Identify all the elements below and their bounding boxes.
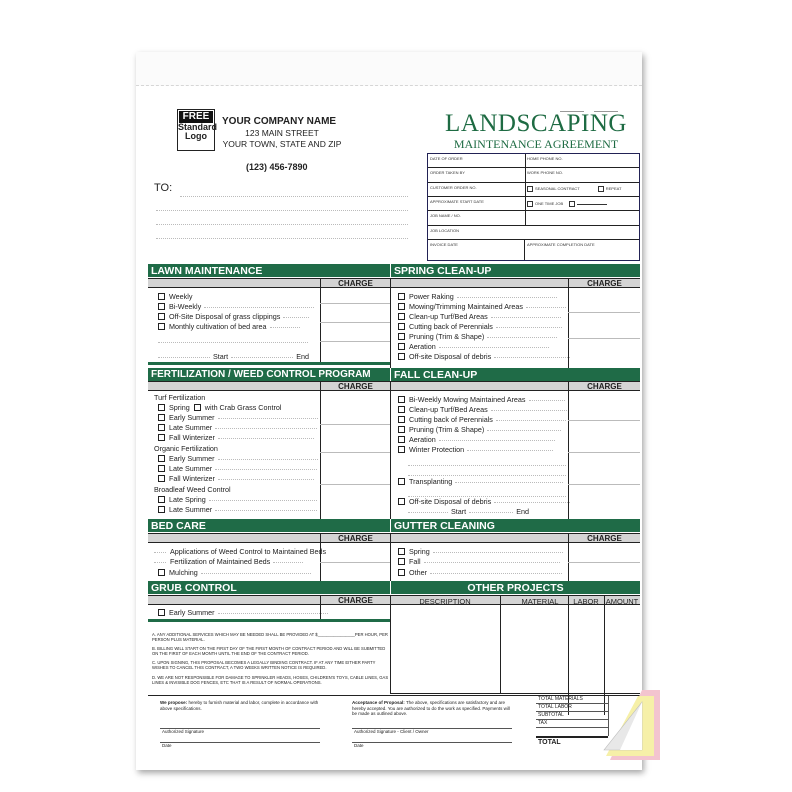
bed-care-header: BED CARE [148, 519, 390, 532]
invoice-date-field[interactable]: INVOICE DATE [428, 240, 525, 260]
grub-control-header: GRUB CONTROL [148, 581, 390, 594]
lawn-item[interactable]: Weekly [158, 292, 192, 302]
other-checkbox[interactable] [569, 201, 575, 207]
terms-c: C. UPON SIGNING, THIS PROPOSAL BECOMES A LEGALLY BINDING CONTRACT. IF AT ANY TIME EITHER PARTY WISHES TO CANCEL THIS CONTRACT, A TWO WEEKS WRITTEN NOTICE IS REQUIRED. [152, 660, 376, 670]
fall-winter-protection-checkbox[interactable] [398, 446, 405, 453]
lawn-cultivation-checkbox[interactable] [158, 323, 165, 330]
to-line-1[interactable] [180, 196, 408, 197]
company-name: YOUR COMPANY NAME [222, 116, 337, 127]
terms-b: B. BILLING WILL START ON THE FIRST DAY OF THE FIRST MONTH OF CONTRACT PERIOD AND WILL BE SUBMITTED ON THE FIRST OF EACH MONTH UNTIL THE END OF THE CONTRACT PERIOD. [152, 646, 386, 656]
gutter-other-checkbox[interactable] [398, 569, 405, 576]
gutter-charge-label: CHARGE [568, 534, 640, 543]
lawn-disposal-checkbox[interactable] [158, 313, 165, 320]
propose-date-label: Date [162, 743, 172, 748]
to-line-3[interactable] [156, 224, 408, 225]
spring-power-raking-checkbox[interactable] [398, 293, 405, 300]
fert-crab-checkbox[interactable] [194, 404, 201, 411]
company-address [222, 128, 342, 150]
fert-broadleaf-label: Broadleaf Weed Control [154, 485, 231, 494]
fert-late-spring-checkbox[interactable] [158, 496, 165, 503]
fall-disposal-checkbox[interactable] [398, 498, 405, 505]
spring-disposal-checkbox[interactable] [398, 353, 405, 360]
seasonal-contract-checkbox[interactable] [527, 186, 533, 192]
logo-free: FREE [179, 111, 213, 123]
bed-mulching-checkbox[interactable] [158, 569, 165, 576]
fall-biweekly-checkbox[interactable] [398, 396, 405, 403]
fert-turf-fall-checkbox[interactable] [158, 434, 165, 441]
charge-header-row [148, 533, 640, 543]
charge-header-row [148, 381, 640, 391]
bed-charge-label: CHARGE [320, 534, 390, 543]
spring-cutting-checkbox[interactable] [398, 323, 405, 330]
lawn-biweekly-checkbox[interactable] [158, 303, 165, 310]
repeat-checkbox[interactable] [598, 186, 604, 192]
grub-charge-label: CHARGE [320, 596, 390, 605]
total-materials-label: TOTAL MATERIALS [536, 696, 608, 704]
lawn-item[interactable]: Off-Site Disposal of grass clippings [158, 312, 309, 322]
one-time-job-field: ONE TIME JOB [525, 197, 639, 211]
fert-broadleaf-late-summer-checkbox[interactable] [158, 506, 165, 513]
company-phone: (123) 456-7890 [246, 162, 308, 172]
spring-aeration-checkbox[interactable] [398, 343, 405, 350]
fert-organic-early-summer-checkbox[interactable] [158, 455, 165, 462]
fert-charge-label: CHARGE [320, 382, 390, 391]
fert-turf-early-summer-checkbox[interactable] [158, 414, 165, 421]
lawn-item[interactable]: Bi-Weekly [158, 302, 314, 312]
approx-start-date-field[interactable]: APPROXIMATE START DATE [428, 197, 525, 211]
fall-cutting-checkbox[interactable] [398, 416, 405, 423]
fall-pruning-checkbox[interactable] [398, 426, 405, 433]
spring-cleanup-checkbox[interactable] [398, 313, 405, 320]
company-city: YOUR TOWN, STATE AND ZIP [222, 139, 342, 149]
tax-label: TAX [536, 720, 608, 728]
lawn-charge-label: CHARGE [320, 279, 390, 288]
lawn-maintenance-header: LAWN MAINTENANCE [148, 264, 390, 277]
subtotal-label: SUBTOTAL [536, 712, 608, 720]
fall-aeration-checkbox[interactable] [398, 436, 405, 443]
fall-cleanup-header: FALL CLEAN-UP [390, 368, 640, 381]
spring-charge-label: CHARGE [568, 279, 640, 288]
total-labor-label: TOTAL LABOR [536, 704, 608, 712]
accept-date-label: Date [354, 743, 364, 748]
gutter-spring-checkbox[interactable] [398, 548, 405, 555]
form-title: LANDSCAPING [445, 110, 627, 137]
we-propose-text: We propose: hereby to furnish material and labor, complete in accordance with above specifications. [160, 700, 319, 711]
perforated-stub [136, 52, 642, 86]
amount-column-header: AMOUNT [605, 597, 639, 606]
other-projects-header: OTHER PROJECTS [390, 581, 640, 594]
lawn-start-end: Start End [158, 352, 309, 362]
home-phone-field[interactable]: HOME PHONE NO. [525, 154, 639, 168]
company-logo [177, 109, 218, 151]
lawn-weekly-checkbox[interactable] [158, 293, 165, 300]
spring-cleanup-header: SPRING CLEAN-UP [390, 264, 640, 277]
fert-organic-label: Organic Fertilization [154, 444, 218, 453]
labor-column-header: LABOR [573, 597, 599, 606]
accept-signature-label: Authorized Signature - Client / Owner [354, 729, 429, 734]
form-sheet: FREE Standard Logo YOUR COMPANY NAME 123 MAIN STREET YOUR TOWN, STATE AND ZIP (123) 456-7890 TO: LANDSCAPING MAINTENANCE AGREEMENT DATE OF ORDER HOME PHONE NO. ORDER TAKEN BY WORK PHONE NO. CUSTOMER ORDER NO. SEASONAL CONTRACT REPEAT APPROXIMATE START DATE ONE TIME JOB JOB NAME / NO. JOB LOCATION INVOICE DATE APPROXIMATE COMPLETION DATE LAWN MAINTENANCE SPRING CLEAN-UP CHARGE CHARGE Weekly Bi-Weekly Off-Site Disposal of grass clippings Monthly cultivation of bed area Start End Power Raking Mowing/Trimming Maintained Areas Clean-up Turf/Bed Areas Cutting back of Perennials Pruning (Trim & Shape) Aeration Off-site Disposal of debris FERTILIZATION / WEED CONTROL PROGRAM FALL CLEAN-UP CHARGE CHARGE Turf Fertilization Spring with Crab Grass Control Early Summer Late Summer Fall Winterizer Organic Fertilization Early Summer Late Summer Fall Winterizer Broadleaf Weed Control Late Spring Late Summer Bi-Weekly Mowing Maintained Areas Clean-up Turf/Bed Areas Cutting back of Perennials Pruning (Trim & Shape) Aeration Winter Protection Transplanting Off-site Disposal of debris Start End BED CARE GUTTER CLEANING CHARGE CHARGE Applications of Weed Control to Maintained Beds Fertilization of Maintained Beds Mulching Spring Fall Other GRUB CONTROL OTHER PROJECTS CHARGE DESCRIPTION MATERIAL LABOR AMOUNT Early Summer A. ANY ADDITIONAL SERVICES WHICH MAY BE NEEDED SHALL BE PROVIDED AT $________________PER HOUR, PER PERSON PLUS MATERIAL. B. BILLING WILL START ON THE FIRST DAY OF THE FIRST MONTH OF CONTRACT PERIOD AND WILL BE SUBMITTED ON THE FIRST OF EACH MONTH UNTIL THE END OF THE CONTRACT PERIOD. C. UPON SIGNING, THIS PROPOSAL BECOMES A LEGALLY BINDING CONTRACT. IF AT ANY TIME EITHER PARTY WISHES TO CANCEL THIS CONTRACT, A TWO WEEKS WRITTEN NOTICE IS REQUIRED. D. WE ARE NOT RESPONSIBLE FOR DAMAGE TO SPRINKLER HEADS, HOSES, CHILDREN'S TOYS, CABLE LINES, GAS LINES & INVISIBLE DOG FENCES, ETC THAT IS A RESULT OF NORMAL OPERATIONS. We propose: hereby to furnish material and labor, complete in accordance with above specifications. Authorized Signature Date Acceptance of Proposal: The above, specifications are satisfactory and are hereby accepted. You are authorized to do the work as specified. Payments will be made as outlined above. Authorized Signature - Client / Owner Date TOTAL MATERIALS TOTAL LABOR SUBTOTAL TAX TOTAL [136, 52, 642, 770]
fall-transplanting-checkbox[interactable] [398, 478, 405, 485]
fert-turf-late-summer-checkbox[interactable] [158, 424, 165, 431]
form-subtitle: MAINTENANCE AGREEMENT [453, 137, 619, 151]
job-location-field[interactable]: JOB LOCATION [428, 226, 639, 240]
spring-mowing-checkbox[interactable] [398, 303, 405, 310]
job-name-field[interactable]: JOB NAME / NO. [428, 211, 639, 226]
description-column-header: DESCRIPTION [419, 597, 471, 606]
order-taken-by-field[interactable]: ORDER TAKEN BY [428, 168, 525, 183]
fall-cleanup-checkbox[interactable] [398, 406, 405, 413]
to-line-4[interactable] [156, 238, 408, 239]
lawn-item[interactable]: Monthly cultivation of bed area [158, 322, 300, 332]
one-time-job-checkbox[interactable] [527, 201, 533, 207]
fertilization-header: FERTILIZATION / WEED CONTROL PROGRAM [148, 368, 390, 381]
terms-a: A. ANY ADDITIONAL SERVICES WHICH MAY BE NEEDED SHALL BE PROVIDED AT $________________PER HOUR, PER PERSON PLUS MATERIAL. [152, 632, 388, 642]
terms-d: D. WE ARE NOT RESPONSIBLE FOR DAMAGE TO SPRINKLER HEADS, HOSES, CHILDREN'S TOYS, CABLE LINES, GAS LINES & INVISIBLE DOG FENCES, ETC THAT IS A RESULT OF NORMAL OPERATIONS. [152, 675, 389, 685]
spring-pruning-checkbox[interactable] [398, 333, 405, 340]
to-line-2[interactable] [156, 210, 408, 211]
total-label: TOTAL [536, 736, 608, 747]
to-label: TO: [154, 182, 173, 194]
accept-date-line[interactable] [352, 742, 512, 743]
logo-standard: Standard [178, 122, 218, 132]
fert-spring-checkbox[interactable] [158, 404, 165, 411]
grub-early-summer-checkbox[interactable] [158, 609, 165, 616]
order-info-grid [427, 153, 640, 261]
acceptance-text: Acceptance of Proposal: The above, specifications are satisfactory and are hereby accepted. You are authorized to do the work as specified. Payments will be made as outlined above. [352, 700, 510, 716]
fall-charge-label: CHARGE [568, 382, 640, 391]
gutter-cleaning-header: GUTTER CLEANING [390, 519, 640, 532]
page-curl-icon [600, 690, 660, 760]
fert-organic-fall-checkbox[interactable] [158, 475, 165, 482]
fert-turf-label: Turf Fertilization [154, 393, 206, 402]
customer-order-field[interactable]: CUSTOMER ORDER NO. [428, 183, 525, 197]
propose-signature-label: Authorized Signature [162, 729, 205, 734]
fert-organic-late-summer-checkbox[interactable] [158, 465, 165, 472]
charge-header-row [148, 595, 640, 605]
fall-start-end: Start End [408, 507, 529, 517]
approx-completion-date-field[interactable]: APPROXIMATE COMPLETION DATE [527, 242, 595, 247]
material-column-header: MATERIAL [521, 597, 559, 606]
logo-logo: Logo [185, 131, 207, 142]
propose-date-line[interactable] [160, 742, 320, 743]
date-of-order-field[interactable]: DATE OF ORDER [428, 154, 525, 168]
contract-type-field: SEASONAL CONTRACT REPEAT [525, 183, 639, 197]
company-street: 123 MAIN STREET [245, 128, 319, 138]
work-phone-field[interactable]: WORK PHONE NO. [525, 168, 639, 183]
gutter-fall-checkbox[interactable] [398, 558, 405, 565]
charge-header-row [148, 278, 640, 288]
